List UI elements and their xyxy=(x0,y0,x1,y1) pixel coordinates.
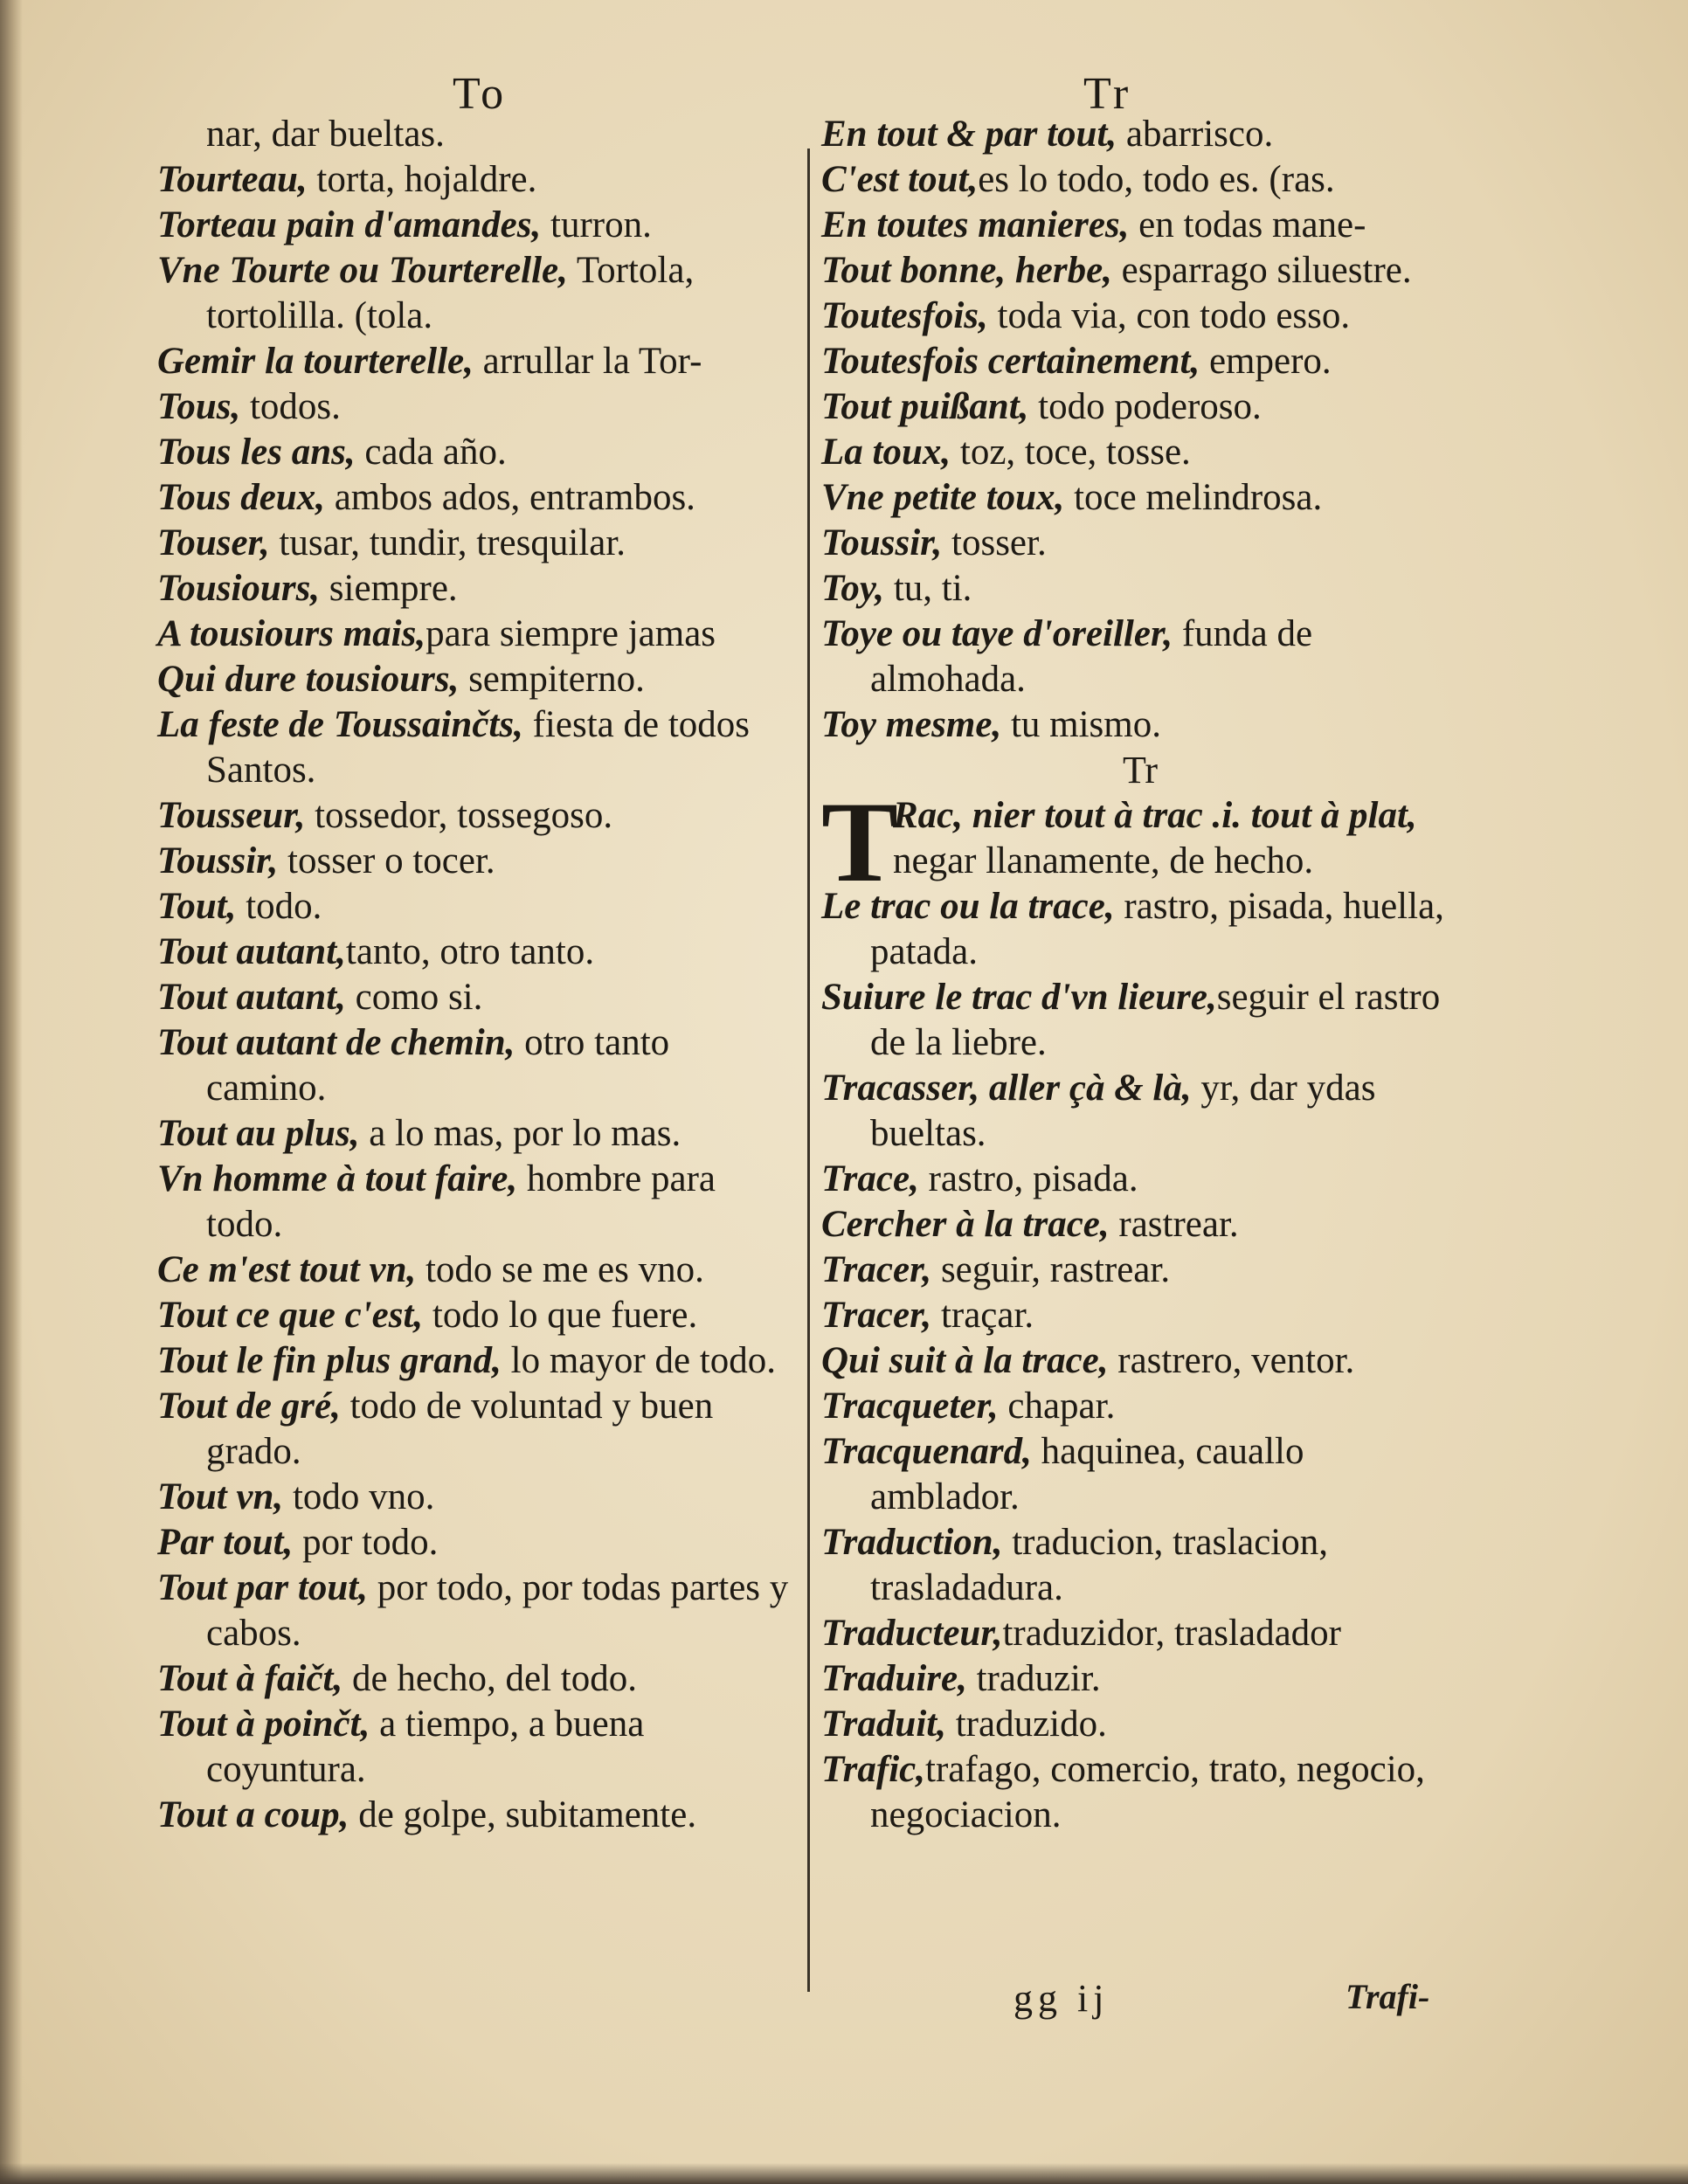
dictionary-entry xyxy=(821,884,1459,975)
section-heading: Tr xyxy=(1123,749,1158,791)
entry-translation: traduzir. xyxy=(966,1658,1101,1699)
dictionary-entry xyxy=(157,1248,795,1293)
entry-headword: Tracer, xyxy=(821,1295,932,1336)
dictionary-entry xyxy=(821,339,1459,384)
dictionary-entry xyxy=(157,793,795,839)
dictionary-entry xyxy=(821,294,1459,339)
entry-headword: Toy, xyxy=(821,568,885,609)
dictionary-entry xyxy=(821,566,1459,612)
dictionary-entry xyxy=(821,1702,1459,1747)
entry-headword: La toux, xyxy=(821,432,951,473)
catchword: Trafi- xyxy=(1346,1977,1430,2016)
entry-translation: traduzidor, trasladador xyxy=(1002,1613,1341,1654)
dictionary-entry xyxy=(157,612,795,657)
entry-headword: Vne Tourte ou Tourterelle, xyxy=(157,250,568,291)
entry-translation: sempiterno. xyxy=(459,659,645,700)
entry-translation: rastrear. xyxy=(1109,1204,1239,1245)
dictionary-entry xyxy=(821,1202,1459,1248)
dictionary-entry xyxy=(821,1384,1459,1429)
dictionary-entry xyxy=(157,112,795,157)
dictionary-entry xyxy=(157,702,795,793)
dictionary-entry xyxy=(821,1656,1459,1702)
entry-headword: Tout, xyxy=(157,886,237,927)
dictionary-entry xyxy=(821,248,1459,294)
entry-headword: Traduit, xyxy=(821,1704,946,1745)
entry-headword: Tout autant de chemin, xyxy=(157,1022,515,1063)
entry-translation: yr, dar ydas bueltas. xyxy=(870,1068,1376,1154)
dictionary-entry xyxy=(157,566,795,612)
entry-translation: abarrisco. xyxy=(1117,114,1274,155)
entry-headword: C'est tout, xyxy=(821,159,979,200)
dictionary-entry xyxy=(157,1656,795,1702)
running-head-left: To xyxy=(453,69,508,119)
entry-translation: tosser. xyxy=(942,522,1047,563)
dictionary-entry xyxy=(821,1611,1459,1656)
dictionary-entry xyxy=(821,1520,1459,1611)
left-column xyxy=(157,112,795,1838)
dictionary-entry xyxy=(821,1066,1459,1157)
entry-headword: Tous, xyxy=(157,386,241,427)
right-column xyxy=(821,112,1459,1838)
entry-translation: cada año. xyxy=(355,432,507,473)
dictionary-entry xyxy=(157,384,795,430)
entry-headword: En tout & par tout, xyxy=(821,114,1117,155)
entry-headword: Tout autant, xyxy=(157,977,346,1018)
entry-headword: Tout a coup, xyxy=(157,1794,349,1835)
dictionary-entry xyxy=(157,1384,795,1475)
entry-headword: Tracer, xyxy=(821,1249,932,1290)
entry-headword: En toutes manieres, xyxy=(821,204,1130,245)
dictionary-entry xyxy=(157,975,795,1020)
entry-translation: negar llanamente, de hecho. xyxy=(893,840,1314,881)
entry-translation: funda de almohada. xyxy=(870,613,1313,700)
entry-translation: seguir el rastro de la liebre. xyxy=(870,977,1441,1063)
entry-translation: por todo, por todas partes y cabos. xyxy=(206,1567,789,1654)
entry-headword: Touser, xyxy=(157,522,270,563)
entry-translation: arrullar la Tor- xyxy=(473,341,702,382)
entry-translation: haquinea, cauallo amblador. xyxy=(870,1431,1304,1517)
dictionary-entry xyxy=(157,884,795,930)
entry-translation: otro tanto camino. xyxy=(206,1022,670,1109)
entry-translation: rastro, pisada. xyxy=(918,1158,1138,1199)
entry-headword: Tout autant, xyxy=(157,931,346,972)
entry-translation: rastro, pisada, huella, patada. xyxy=(870,886,1444,972)
dictionary-entry xyxy=(157,430,795,475)
entry-headword: Suiure le trac d'vn lieure, xyxy=(821,977,1217,1018)
entry-headword: Cercher à la trace, xyxy=(821,1204,1110,1245)
dictionary-entry xyxy=(821,475,1459,521)
initial-entry xyxy=(821,778,1459,906)
entry-headword: Tout vn, xyxy=(157,1476,284,1517)
entry-headword: Tout au plus, xyxy=(157,1113,360,1154)
dictionary-entry xyxy=(157,1793,795,1838)
entry-translation: es lo todo, todo es. (ras. xyxy=(978,159,1335,200)
entry-headword: Tracasser, aller çà & là, xyxy=(821,1068,1192,1109)
dictionary-entry xyxy=(821,1429,1459,1520)
entry-translation: siempre. xyxy=(320,568,458,609)
dictionary-entry xyxy=(821,112,1459,157)
entry-headword: Par tout, xyxy=(157,1522,294,1563)
entry-translation: todo de voluntad y buen grado. xyxy=(206,1386,714,1472)
entry-translation: a tiempo, a buena coyuntura. xyxy=(206,1704,645,1790)
dictionary-entry xyxy=(821,203,1459,248)
entry-headword: Toye ou taye d'oreiller, xyxy=(821,613,1173,654)
entry-translation: hombre para todo. xyxy=(206,1158,716,1245)
page-gutter-shadow xyxy=(0,0,23,2184)
entry-translation: por todo. xyxy=(293,1522,439,1563)
entry-headword: Traduction, xyxy=(821,1522,1003,1563)
running-head-right: Tr xyxy=(1083,69,1132,119)
entry-translation: de golpe, subitamente. xyxy=(349,1794,697,1835)
entry-headword: Gemir la tourterelle, xyxy=(157,341,474,382)
entry-headword: Tout à poinčt, xyxy=(157,1704,370,1745)
entry-headword: Tousiours, xyxy=(157,568,321,609)
entry-headword: Tousseur, xyxy=(157,795,306,836)
entry-translation: ambos ados, entrambos. xyxy=(324,477,695,518)
entry-headword: La feste de Toussainčts, xyxy=(157,704,523,745)
entry-translation: tosser o tocer. xyxy=(278,840,495,881)
entry-translation: todo vno. xyxy=(283,1476,435,1517)
entry-headword: Tout de gré, xyxy=(157,1386,341,1427)
dictionary-entry xyxy=(157,1520,795,1565)
entry-headword: Tracqueter, xyxy=(821,1386,999,1427)
entry-translation: turron. xyxy=(541,204,652,245)
entry-translation: todo se me es vno. xyxy=(416,1249,704,1290)
entry-headword: Tout puißant, xyxy=(821,386,1029,427)
dictionary-entry xyxy=(157,1020,795,1111)
entry-headword: Tout ce que c'est, xyxy=(157,1295,424,1336)
entry-headword: Tout le fin plus grand, xyxy=(157,1340,502,1381)
entry-translation: empero. xyxy=(1200,341,1332,382)
entry-headword: Tourteau, xyxy=(157,159,308,200)
entry-headword: Tout bonne, herbe, xyxy=(821,250,1112,291)
entry-translation: todo poderoso. xyxy=(1028,386,1262,427)
entry-translation: todos. xyxy=(240,386,341,427)
dictionary-entry xyxy=(157,1293,795,1338)
right-column-entries-top xyxy=(821,112,1459,748)
entry-headword: Tous deux, xyxy=(157,477,325,518)
entry-translation: trafago, comercio, trato, negocio, negociacion. xyxy=(870,1749,1425,1835)
dictionary-entry xyxy=(157,1702,795,1793)
signature-mark: gg ij xyxy=(1013,1977,1110,2020)
entry-headword: Trafic, xyxy=(821,1749,926,1790)
dictionary-entry xyxy=(157,1565,795,1656)
entry-translation: esparrago siluestre. xyxy=(1111,250,1412,291)
entry-headword: Tracquenard, xyxy=(821,1431,1032,1472)
entry-headword: Torteau pain d'amandes, xyxy=(157,204,542,245)
dictionary-entry xyxy=(157,475,795,521)
entry-headword: A tousiours mais, xyxy=(157,613,426,654)
entry-translation: tusar, tundir, tresquilar. xyxy=(269,522,626,563)
entry-translation: fiesta de todos Santos. xyxy=(206,704,750,791)
dictionary-entry xyxy=(821,1293,1459,1338)
entry-headword: Toutesfois certainement, xyxy=(821,341,1200,382)
entry-headword: Trace, xyxy=(821,1158,919,1199)
entry-headword: Toutesfois, xyxy=(821,295,988,336)
entry-translation: tossedor, tossegoso. xyxy=(305,795,613,836)
entry-headword: Toy mesme, xyxy=(821,704,1002,745)
entry-translation: seguir, rastrear. xyxy=(931,1249,1171,1290)
right-column-entries-bottom xyxy=(821,884,1459,1838)
dictionary-entry xyxy=(821,384,1459,430)
entry-translation: tanto, otro tanto. xyxy=(345,931,595,972)
entry-translation: de hecho, del todo. xyxy=(342,1658,637,1699)
entry-headword: Qui suit à la trace, xyxy=(821,1340,1109,1381)
entry-translation: todo. xyxy=(236,886,322,927)
entry-translation: toda via, con todo esso. xyxy=(987,295,1351,336)
entry-translation: traduzido. xyxy=(945,1704,1107,1745)
entry-translation: como si. xyxy=(345,977,483,1018)
dictionary-entry xyxy=(157,157,795,203)
dictionary-entry xyxy=(821,1248,1459,1293)
dictionary-entry xyxy=(821,157,1459,203)
entry-translation: nar, dar bueltas. xyxy=(206,114,445,155)
entry-headword: Traduire, xyxy=(821,1658,967,1699)
dictionary-entry xyxy=(821,1338,1459,1384)
entry-headword: Tous les ans, xyxy=(157,432,356,473)
column-divider xyxy=(807,149,810,1992)
dictionary-entry xyxy=(821,430,1459,475)
entry-translation: tu mismo. xyxy=(1001,704,1161,745)
dictionary-entry xyxy=(157,930,795,975)
entry-translation: lo mayor de todo. xyxy=(501,1340,776,1381)
dictionary-entry xyxy=(157,1475,795,1520)
entry-headword: Tout à faičt, xyxy=(157,1658,343,1699)
entry-translation: todo lo que fuere. xyxy=(423,1295,698,1336)
entry-headword: Toussir, xyxy=(821,522,943,563)
dictionary-entry xyxy=(157,839,795,884)
dictionary-entry xyxy=(821,975,1459,1066)
entry-translation: Tortola, tortolilla. (tola. xyxy=(206,250,695,336)
dictionary-entry xyxy=(157,1157,795,1248)
entry-headword: Rac, nier tout à trac .i. tout à plat, xyxy=(893,795,1417,836)
page-bottom-shadow xyxy=(0,2163,1688,2184)
entry-translation: traducion, traslacion, trasladadura. xyxy=(870,1522,1329,1608)
dictionary-entry xyxy=(157,203,795,248)
entry-translation: traçar. xyxy=(931,1295,1034,1336)
entry-translation: toz, toce, tosse. xyxy=(951,432,1191,473)
entry-translation: chapar. xyxy=(998,1386,1116,1427)
dictionary-entry xyxy=(157,657,795,702)
dictionary-entry xyxy=(821,521,1459,566)
dictionary-entry xyxy=(157,521,795,566)
entry-headword: Traducteur, xyxy=(821,1613,1003,1654)
entry-translation: en todas mane- xyxy=(1129,204,1366,245)
dictionary-entry xyxy=(821,1157,1459,1202)
entry-translation: torta, hojaldre. xyxy=(307,159,537,200)
entry-translation: para siempre jamas xyxy=(425,613,716,654)
entry-translation: a lo mas, por lo mas. xyxy=(359,1113,681,1154)
entry-headword: Vn homme à tout faire, xyxy=(157,1158,518,1199)
dictionary-entry xyxy=(821,612,1459,702)
entry-translation: rastrero, ventor. xyxy=(1108,1340,1355,1381)
entry-headword: Qui dure tousiours, xyxy=(157,659,460,700)
entry-headword: Le trac ou la trace, xyxy=(821,886,1115,927)
drop-capital: T xyxy=(821,778,899,906)
entry-headword: Toussir, xyxy=(157,840,279,881)
entry-translation: tu, ti. xyxy=(884,568,972,609)
dictionary-entry xyxy=(157,1338,795,1384)
dictionary-entry xyxy=(157,248,795,339)
dictionary-entry xyxy=(157,1111,795,1157)
entry-headword: Ce m'est tout vn, xyxy=(157,1249,417,1290)
entry-headword: Vne petite toux, xyxy=(821,477,1065,518)
entry-headword: Tout par tout, xyxy=(157,1567,368,1608)
dictionary-entry xyxy=(157,339,795,384)
dictionary-entry xyxy=(821,702,1459,748)
entry-translation: toce melindrosa. xyxy=(1064,477,1323,518)
dictionary-entry xyxy=(821,1747,1459,1838)
